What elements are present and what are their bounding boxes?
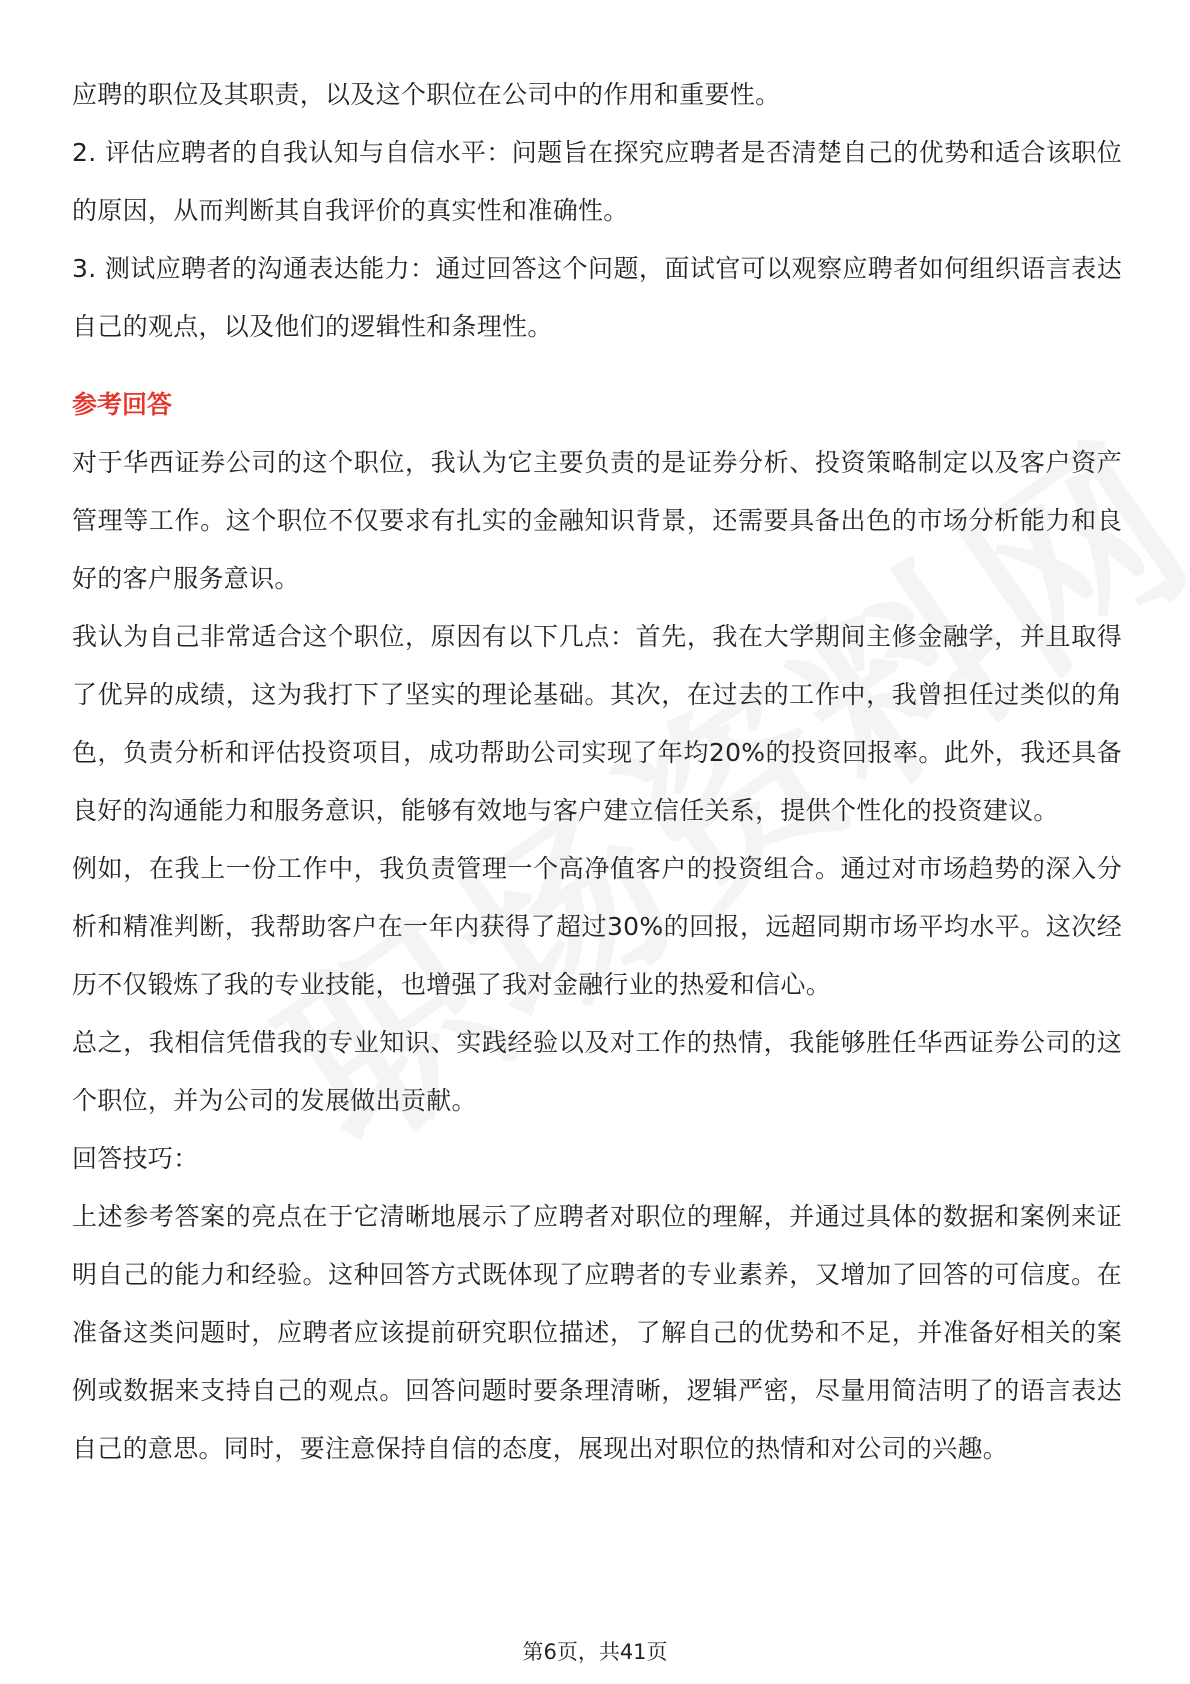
document-body: [72, 66, 1122, 1478]
paragraph-answer-example: 例如，在我上一份工作中，我负责管理一个高净值客户的投资组合。通过对市场趋势的深入分析和精准判断，我帮助客户在一年内获得了超过30%的回报，远超同期市场平均水平。这次经历不仅锻炼了我的专业技能，也增强了我对金融行业的热爱和信心。: [72, 854, 1122, 999]
paragraph-role-understanding: 应聘的职位及其职责，以及这个职位在公司中的作用和重要性。: [72, 80, 781, 109]
paragraph-answer-reasons: 我认为自己非常适合这个职位，原因有以下几点：首先，我在大学期间主修金融学，并且取得了优异的成绩，这为我打下了坚实的理论基础。其次，在过去的工作中，我曾担任过类似的角色，负责分析和评估投资项目，成功帮助公司实现了年均20%的投资回报率。此外，我还具备良好的沟通能力和服务意识，能够有效地与客户建立信任关系，提供个性化的投资建议。: [72, 622, 1122, 825]
paragraph-self-awareness: 2. 评估应聘者的自我认知与自信水平：问题旨在探究应聘者是否清楚自己的优势和适合该职位的原因，从而判断其自我评价的真实性和准确性。: [72, 138, 1122, 225]
paragraph-tips-body: 上述参考答案的亮点在于它清晰地展示了应聘者对职位的理解，并通过具体的数据和案例来证明自己的能力和经验。这种回答方式既体现了应聘者的专业素养，又增加了回答的可信度。在准备这类问题时，应聘者应该提前研究职位描述，了解自己的优势和不足，并准备好相关的案例或数据来支持自己的观点。回答问题时要条理清晰，逻辑严密，尽量用简洁明了的语言表达自己的意思。同时，要注意保持自信的态度，展现出对职位的热情和对公司的兴趣。: [72, 1202, 1122, 1463]
paragraph-communication: 3. 测试应聘者的沟通表达能力：通过回答这个问题，面试官可以观察应聘者如何组织语言表达自己的观点，以及他们的逻辑性和条理性。: [72, 254, 1122, 341]
paragraph-answer-intro: 对于华西证券公司的这个职位，我认为它主要负责的是证券分析、投资策略制定以及客户资产管理等工作。这个职位不仅要求有扎实的金融知识背景，还需要具备出色的市场分析能力和良好的客户服务意识。: [72, 448, 1122, 593]
paragraph-tips-label: 回答技巧：: [72, 1144, 199, 1173]
section-heading-reference-answer: 参考回答: [72, 390, 173, 419]
page-number-footer: 第6页，共41页: [522, 1640, 668, 1664]
paragraph-answer-summary: 总之，我相信凭借我的专业知识、实践经验以及对工作的热情，我能够胜任华西证券公司的这个职位，并为公司的发展做出贡献。: [72, 1028, 1122, 1115]
